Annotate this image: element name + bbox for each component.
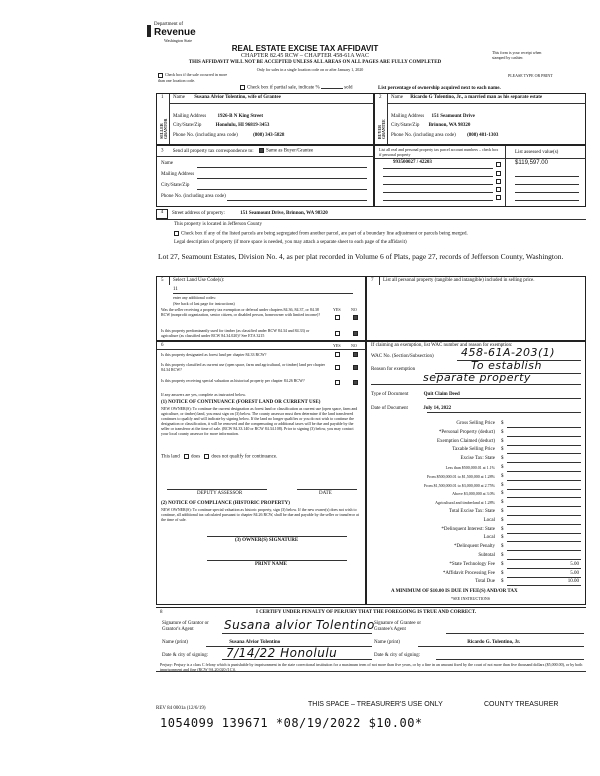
grantor-date-city-label: Date & city of signing:	[162, 653, 209, 658]
seller-phone[interactable]: (808) 343-5828	[253, 133, 285, 138]
form-chapters: CHAPTER 82.45 RCW – CHAPTER 458-61A WAC	[241, 53, 369, 59]
seller-name-row: Name Susana Alvior Tolentino, wife of Grantee	[173, 95, 281, 100]
deputy-assessor-label: DEPUTY ASSESSOR	[197, 491, 243, 496]
tax-line-value[interactable]: 5.00	[570, 561, 579, 567]
doc-date-row: Date of Document July 14, 2022	[371, 406, 452, 411]
see-back-label: (See back of last page for instructions)	[173, 301, 235, 306]
form-subnote: Only for sales in a single location code on or after January 1, 2020	[256, 67, 364, 72]
tax-line-label: Total Excise Tax: State	[448, 509, 495, 514]
currency-symbol: $	[501, 526, 504, 532]
grantor-print-row: Name (print) Susana Alvior Tolentino	[162, 640, 281, 645]
section-number: 1	[161, 95, 164, 100]
grantee-print-row: Name (print) Ricardo G. Tolentino, Jr.	[374, 640, 521, 645]
buyer-section	[374, 93, 586, 145]
form-warning: THIS AFFIDAVIT WILL NOT BE ACCEPTED UNLESS ALL AREAS ON ALL PAGES ARE FULLY COMPLETED	[188, 60, 442, 65]
current-use-yes-checkbox[interactable]	[335, 365, 340, 370]
tax-line	[367, 534, 587, 542]
tax-line-label: Excise Tax: State	[460, 456, 495, 462]
minimum-note: A MINIMUM OF $10.00 IS DUE IN FEE(S) AND/OR TAX	[391, 589, 518, 594]
additional-codes-label: enter any additional codes:	[173, 295, 216, 300]
receipt-note-2: stamped by cashier.	[492, 55, 524, 60]
tax-line-label: Local	[483, 535, 495, 541]
section6-q2: Is this property classified as current use (open space, farm and agricultural, or timber) land per chapter 84.34 RCW?	[161, 362, 325, 372]
section-6	[156, 341, 366, 605]
section-4-tag: 4	[156, 209, 168, 219]
land-use-code[interactable]: 11	[173, 287, 178, 292]
no-label: NO	[351, 307, 357, 312]
receipt-note-1: This form is your receipt when	[492, 50, 542, 55]
currency-symbol: $	[501, 500, 504, 506]
assessor-date-label: DATE	[319, 491, 332, 496]
section-7	[366, 276, 586, 341]
currency-symbol: $	[501, 447, 504, 453]
tax-line-value[interactable]: 5.00	[570, 570, 579, 576]
correspondence-section	[156, 145, 374, 207]
parcels-header-left: List all real and personal property tax parcel account numbers – check box if personal property	[379, 147, 499, 157]
corr-mailing-label: Mailing Address	[161, 172, 195, 177]
partial-sale-checkbox[interactable]	[240, 85, 245, 90]
wac-label: WAC No. (Section/Subsection)	[371, 354, 434, 359]
county-treasurer: COUNTY TREASURER	[484, 701, 559, 708]
buyer-mailing-row: Mailing Address 151 Seamount Drive	[391, 114, 475, 119]
buyer-side-label: BUYER GRANTEE	[377, 119, 386, 139]
notice1-title: (1) NOTICE OF CONTINUANCE (FOREST LAND OR CURRENT USE)	[161, 400, 321, 405]
buyer-mailing[interactable]: 151 Seamount Drive	[431, 114, 475, 119]
section-5	[156, 276, 366, 341]
tax-line-label: Total Due	[475, 579, 495, 585]
buyer-city-row: City/State/Zip Brinnon, WA 98320	[391, 123, 471, 128]
agency-logo	[150, 22, 210, 43]
tax-line-label: *State Technology Fee	[449, 561, 495, 567]
ownership-note: List percentage of ownership acquired next to each name.	[378, 86, 501, 91]
buyer-name[interactable]: Ricardo G Tolentino, Jr., a married man as his separate estate	[410, 95, 543, 100]
grantor-signature[interactable]: Susana alvior Tolentino	[224, 618, 375, 632]
personal-property-label: List all personal property (tangible and intangible) included in selling price.	[383, 278, 535, 283]
tax-line-label: Taxable Selling Price	[452, 447, 495, 453]
form-title: REAL ESTATE EXCISE TAX AFFIDAVIT	[231, 44, 379, 53]
reason-label: Reason for exemption	[371, 367, 416, 372]
currency-symbol: $	[501, 509, 504, 514]
tax-line-label: *Delinquent Penalty	[454, 544, 495, 550]
seller-phone-row: Phone No. (including area code) (808) 343-5828	[173, 133, 285, 138]
yes-label: YES	[333, 343, 341, 348]
section-number: 6	[161, 343, 164, 348]
section-number: 2	[379, 95, 382, 100]
wac-value[interactable]: 458-61A-203(1)	[461, 346, 556, 359]
legal-description[interactable]: Lot 27, Seamount Estates, Division No. 4, as per plat recorded in Volume 6 of Plats, page 27, records of Jefferson County, Washington.	[158, 252, 564, 261]
q2-yes-checkbox[interactable]	[335, 331, 340, 336]
corr-name-label: Name	[161, 161, 173, 166]
q2-no-checkbox[interactable]	[353, 331, 358, 336]
agency-line-2: Revenue	[154, 27, 196, 38]
exemption-and-tax-section	[366, 341, 586, 605]
seller-side-label: SELLER GRANTOR	[159, 118, 168, 139]
owner-signature-label: (3) OWNER(S) SIGNATURE	[235, 538, 299, 543]
section-number: 5	[161, 278, 164, 283]
currency-symbol: $	[501, 491, 504, 497]
tax-line	[367, 543, 587, 551]
personal-property-checkbox[interactable]	[496, 187, 501, 192]
grantor-sig-label: Signature of Grantor or Grantor's Agent	[162, 621, 209, 632]
notice2-body: NEW OWNER(S): To continue special valuation as historic property, sign (3) below. If the new owner(s) does not wish to continue, all additional tax calculated pursuant to chapter 84.26 RCW, shall be due and payable by the seller or transferor at the time of sale.	[161, 507, 359, 522]
parcels-section	[374, 145, 586, 207]
currency-symbol: $	[501, 561, 504, 567]
tax-line-label: Above $3,000,000 at 3.0%	[452, 491, 495, 497]
tax-line	[367, 499, 587, 507]
tax-line	[367, 473, 587, 481]
if-yes-note: If any answers are yes, complete as instructed below.	[161, 392, 246, 397]
notice2-title: (2) NOTICE OF COMPLIANCE (HISTORIC PROPERTY)	[161, 501, 290, 506]
continuance-row: This land does does not qualify for continuance.	[161, 454, 278, 460]
forest-yes-checkbox[interactable]	[335, 352, 340, 357]
grantor-date-city[interactable]: 7/14/22 Honolulu	[226, 646, 338, 660]
forest-no-checkbox[interactable]	[353, 352, 358, 357]
tax-line-label: Gross Selling Price	[456, 421, 495, 426]
tax-line	[367, 446, 587, 454]
partial-sale-row[interactable]: Check box if partial sale, indicate % sold	[240, 85, 352, 92]
historic-yes-checkbox[interactable]	[335, 380, 340, 385]
section-number: 8	[160, 610, 163, 615]
land-use-label: Select Land Use Code(s):	[173, 278, 225, 283]
q1-yes-checkbox[interactable]	[335, 315, 340, 320]
section-8	[156, 607, 586, 672]
does-not-checkbox[interactable]	[204, 454, 209, 459]
seller-city-row: City/State/Zip Honolulu, HI 96819-3453	[173, 123, 270, 128]
segregation-checkbox[interactable]	[174, 231, 179, 236]
personal-property-checkbox[interactable]	[496, 195, 501, 200]
tax-line-label: *Personal Property (deduct)	[438, 429, 495, 435]
rev-number: REV 84 0001a (12/6/19)	[156, 706, 206, 711]
doc-type-row: Type of Document Quit Claim Deed	[371, 392, 460, 397]
grantee-date-city-label: Date & city of signing:	[374, 653, 421, 658]
seller-section	[156, 93, 374, 145]
tax-line-label: Local	[483, 517, 495, 523]
perjury-note: Perjury: Perjury is a class C felony which is punishable by imprisonment in the state correctional institution for a maximum term of not more than five years, or by a fine in an amount fixed by the court of not more than five thousand dollars ($5,000.00), or by both imprisonment and fine (RCW 9A.20.020 (1C)).	[160, 662, 583, 672]
seller-name[interactable]: Susana Alvior Tolentino, wife of Grantee	[194, 95, 281, 100]
currency-symbol: $	[501, 579, 504, 585]
segregation-row[interactable]: Check box if any of the listed parcels are being segregated from another parcel, are part of a boundary line adjustment or parcels being merged.	[174, 231, 468, 238]
see-instructions: *SEE INSTRUCTIONS	[451, 596, 491, 601]
seller-mailing-row: Mailing Address 1926-B N King Street	[173, 114, 264, 119]
currency-symbol: $	[501, 535, 504, 541]
assessed-value[interactable]: $119,597.00	[515, 160, 548, 166]
recording-stamp: 1054099 139671 *08/19/2022 $10.00*	[160, 716, 423, 730]
section5-q2: Is this property predominantly used for timber (as classified under RCW 84.34 and 84.33) or agriculture (as classified under RCW 84.34.020)? See ETA 3215	[161, 328, 310, 338]
tax-line-label: Less than $500,000.01 at 1.1%	[445, 465, 495, 470]
county-line: This property is located in Jefferson County	[174, 222, 262, 227]
notice1-body: NEW OWNER(S): To continue the current designation as forest land or classification as current use (open space, farm and agriculture, or timber) land, you must sign on (3) below. The county assessor must then determine if the land transferred continues to qualify and will indicate by signing below. If the land no longer qualifies or you do not wish to continue the designation or classification, it will be removed and the compensating or additional taxes will be due and payable by the seller or transferor at the time of sale. (RCW 84.33.140 or RCW 84.34.108). Prior to signing (3) below, you may contact your local county assessor for more information.	[161, 406, 358, 436]
corr-city-label: City/State/Zip	[161, 183, 190, 188]
tax-line	[367, 438, 587, 446]
seller-mailing[interactable]: 1926-B N King Street	[217, 114, 264, 119]
section6-q1: Is this property designated as forest land per chapter 84.33 RCW?	[161, 352, 267, 357]
agency-line-1: Department of	[154, 22, 184, 27]
tax-line	[367, 429, 587, 437]
tax-line	[367, 420, 587, 428]
tax-line-label: *Affidavit Processing Fee	[442, 570, 495, 576]
personal-property-checkbox[interactable]	[496, 162, 501, 167]
personal-property-checkbox[interactable]	[496, 179, 501, 184]
tax-line-label: *Delinquent Interest: State	[441, 526, 495, 532]
buyer-phone-row: Phone No. (including area code) (808) 481-1303	[391, 133, 499, 138]
q1-no-checkbox[interactable]	[353, 315, 358, 320]
currency-symbol: $	[501, 429, 504, 435]
tax-line	[367, 464, 587, 472]
tax-line	[367, 482, 587, 490]
yes-label: YES	[333, 307, 341, 312]
currency-symbol: $	[501, 421, 504, 426]
currency-symbol: $	[501, 456, 504, 462]
doc-date[interactable]: July 14, 2022	[423, 406, 452, 411]
print-name-label: PRINT NAME	[255, 562, 287, 567]
section6-q3: Is this property receiving special valuation as historical property per chapter 84.26 RCW?	[161, 378, 305, 383]
tax-line-label: Subtotal	[478, 553, 495, 558]
certify-statement: I CERTIFY UNDER PENALTY OF PERJURY THAT THE FOREGOING IS TRUE AND CORRECT.	[256, 610, 477, 615]
currency-symbol: $	[501, 473, 504, 479]
tax-line	[367, 578, 587, 586]
no-label: NO	[351, 343, 357, 348]
tax-line-value[interactable]: 10.00	[567, 579, 579, 585]
reason-line-2[interactable]: separate property	[423, 371, 531, 384]
currency-symbol: $	[501, 570, 504, 576]
tax-line-label: From $1,500,000.01 to $3,000,000 at 2.75%	[424, 482, 495, 488]
tax-line	[367, 490, 587, 498]
parcel-number[interactable]: 993500027 / 42203	[393, 160, 432, 165]
buyer-name-row: Name Ricardo G Tolentino, Jr., a married man as his separate estate	[391, 95, 543, 100]
tax-line	[367, 526, 587, 534]
currency-symbol: $	[501, 482, 504, 488]
buyer-city[interactable]: Brinnon, WA 98320	[428, 123, 471, 128]
personal-property-checkbox[interactable]	[496, 171, 501, 176]
treasurer-space: THIS SPACE – TREASURER'S USE ONLY	[308, 701, 443, 708]
section-number: 7	[371, 278, 374, 283]
currency-symbol: $	[501, 438, 504, 444]
currency-symbol: $	[501, 544, 504, 550]
tax-line	[367, 552, 587, 560]
parcels-header-right: List assessed value(s)	[515, 150, 559, 155]
historic-no-checkbox[interactable]	[353, 380, 358, 385]
corr-phone-label: Phone No. (including area code)	[161, 194, 226, 199]
does-checkbox[interactable]	[184, 454, 189, 459]
street-address-row: Street address of property: 151 Seamount Drive, Brinnon, WA 98320	[172, 211, 328, 216]
grantor-print-name[interactable]: Susana Alvior Tolentino	[229, 640, 281, 645]
tax-line	[367, 517, 587, 525]
correspondence-header: 3 Send all property tax correspondence to: Same as Buyer/Grantee	[161, 148, 314, 154]
currency-symbol: $	[501, 553, 504, 558]
tax-line	[367, 561, 587, 569]
legal-note: Legal description of property (if more space is needed, you may attach a separate sheet to each page of the affidavit)	[174, 240, 407, 245]
agency-line-3: Washington State	[164, 38, 193, 43]
grantee-sig-label: Signature of Grantee or Grantee's Agent	[374, 621, 422, 632]
buyer-phone[interactable]: (808) 481-1303	[467, 133, 499, 138]
seller-city[interactable]: Honolulu, HI 96819-3453	[215, 123, 270, 128]
reason-line-1[interactable]: To establish	[471, 359, 542, 372]
tax-line-label: Exemption Claimed (deduct)	[436, 438, 495, 444]
logo-mark	[147, 25, 151, 37]
exemption-claim-note: If claiming an exemption, list WAC number and reason for exemption:	[371, 343, 513, 348]
section5-q1: Was the seller receiving a property tax exemption or deferral under chapters 84.36, 84.37, or 84.38 RCW (nonprofit organization, senior citizen, or disabled person, homeowner with limited income)?	[161, 307, 321, 317]
currency-symbol: $	[501, 465, 504, 470]
current-use-no-checkbox[interactable]	[353, 365, 358, 370]
tax-line	[367, 508, 587, 516]
street-address[interactable]: 151 Seamount Drive, Brinnon, WA 98320	[240, 211, 328, 216]
currency-symbol: $	[501, 517, 504, 523]
same-as-buyer-checkbox[interactable]	[259, 148, 264, 153]
doc-type[interactable]: Quit Claim Deed	[423, 392, 460, 397]
tax-line	[367, 455, 587, 463]
type-or-print: PLEASE TYPE OR PRINT	[508, 73, 553, 78]
tax-line-label: Agricultural and timberland at 1.28%	[435, 500, 495, 506]
tax-line	[367, 570, 587, 578]
grantee-print-name[interactable]: Ricardo G. Tolentino, Jr.	[467, 640, 521, 645]
tax-line-label: From $500,000.01 to $1,500,000 at 1.28%	[427, 473, 495, 479]
multi-location-checkbox-row[interactable]: Check box if the sale occurred in more than one location code.	[158, 72, 228, 83]
